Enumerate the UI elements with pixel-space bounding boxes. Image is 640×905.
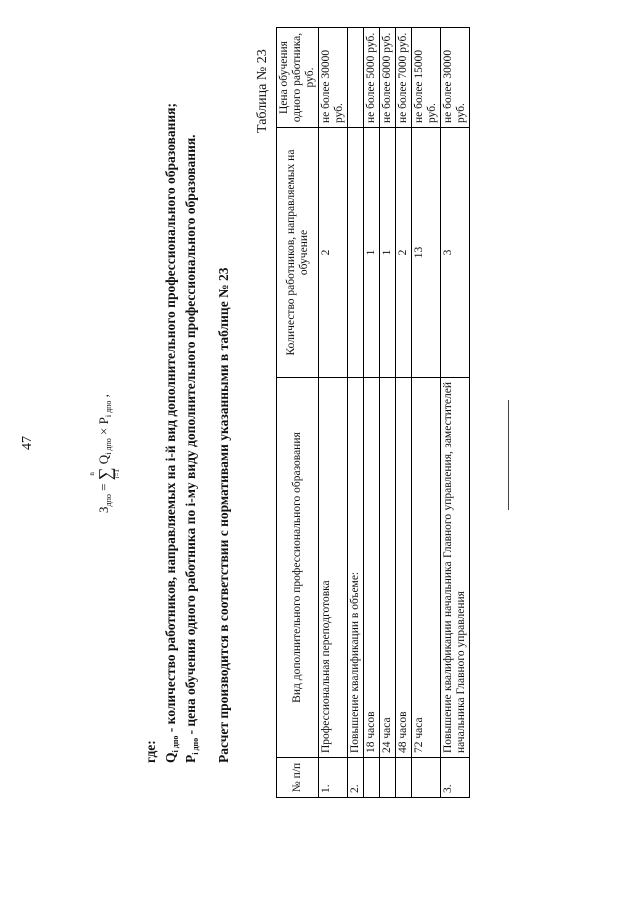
cell-type: 18 часов bbox=[364, 378, 380, 758]
definition-p-text: - цена обучения одного работника по i-му виду дополнительного профессионального образования. bbox=[183, 134, 198, 738]
header-num: № п/п bbox=[277, 758, 319, 798]
cell-price: не более 5000 руб. bbox=[364, 28, 380, 128]
cell-num bbox=[412, 758, 441, 798]
table-caption: Таблица № 23 bbox=[255, 49, 270, 133]
table-row bbox=[348, 28, 364, 798]
separator-line bbox=[508, 400, 509, 510]
cell-type: Повышение квалификации в объеме: bbox=[348, 378, 364, 758]
cell-price: не более 15000 руб. bbox=[412, 28, 441, 128]
formula-lhs: З bbox=[95, 506, 111, 513]
cell-num bbox=[380, 758, 396, 798]
page-number: 47 bbox=[20, 436, 35, 450]
formula-p-sub: i дпо bbox=[103, 400, 113, 418]
cell-price: не более 30000 руб. bbox=[441, 28, 470, 128]
table-row bbox=[441, 28, 470, 798]
cell-num: 1. bbox=[319, 758, 348, 798]
cell-type: Профессиональная переподготовка bbox=[319, 378, 348, 758]
sum-top: n bbox=[88, 472, 96, 476]
table-row bbox=[380, 28, 396, 798]
formula-tail: , bbox=[95, 394, 111, 398]
cell-count: 1 bbox=[380, 128, 396, 378]
cell-num: 2. bbox=[348, 758, 364, 798]
cell-num: 3. bbox=[441, 758, 470, 798]
cell-type: 24 часа bbox=[380, 378, 396, 758]
header-count: Количество работников, направляемых на обучение bbox=[277, 128, 319, 378]
calc-note: Расчет производится в соответствии с нормативами указанными в таблице № 23 bbox=[216, 267, 231, 763]
cell-count: 2 bbox=[319, 128, 348, 378]
cell-count bbox=[348, 128, 364, 378]
definition-q bbox=[163, 103, 180, 763]
table-row bbox=[412, 28, 441, 798]
formula bbox=[88, 394, 122, 513]
sum-bottom: i=1 bbox=[113, 469, 121, 479]
formula-q: Q bbox=[95, 454, 111, 465]
cell-price bbox=[348, 28, 364, 128]
sum-symbol: ∑ bbox=[95, 467, 115, 481]
cell-type: 48 часов bbox=[396, 378, 412, 758]
cell-num bbox=[364, 758, 380, 798]
table-row bbox=[319, 28, 348, 798]
cell-num bbox=[396, 758, 412, 798]
definition-q-text: - количество работников, направляемых на i-й вид дополнительного профессионального образования; bbox=[163, 103, 178, 736]
norms-table bbox=[276, 27, 470, 798]
cell-count: 1 bbox=[364, 128, 380, 378]
cell-price: не более 6000 руб. bbox=[380, 28, 396, 128]
where-label: где: bbox=[143, 740, 158, 763]
definition-q-sub: i дпо bbox=[171, 735, 180, 753]
header-type: Вид дополнительного профессионального образования bbox=[277, 378, 319, 758]
cell-price: не более 30000 руб. bbox=[319, 28, 348, 128]
definition-p-symbol: P bbox=[183, 754, 198, 763]
header-price: Цена обучения одного работника, руб. bbox=[277, 28, 319, 128]
formula-times: × bbox=[95, 427, 111, 435]
definition-p bbox=[183, 134, 200, 763]
formula-eq: = bbox=[95, 483, 111, 491]
cell-count: 2 bbox=[396, 128, 412, 378]
formula-q-sub: i дпо bbox=[103, 438, 113, 455]
cell-type: Повышение квалификации начальника Главного управления, заместителей начальника Главного управления bbox=[441, 378, 470, 758]
definition-q-symbol: Q bbox=[163, 752, 178, 763]
cell-price: не более 7000 руб. bbox=[396, 28, 412, 128]
formula-p: P bbox=[95, 417, 111, 425]
sum-operator bbox=[88, 467, 122, 480]
formula-lhs-sub: дпо bbox=[103, 494, 113, 507]
cell-type: 72 часа bbox=[412, 378, 441, 758]
cell-count: 3 bbox=[441, 128, 470, 378]
table-row bbox=[364, 28, 380, 798]
definition-p-sub: i дпо bbox=[191, 737, 200, 755]
table-header-row bbox=[277, 28, 319, 798]
cell-count: 13 bbox=[412, 128, 441, 378]
table-row bbox=[396, 28, 412, 798]
